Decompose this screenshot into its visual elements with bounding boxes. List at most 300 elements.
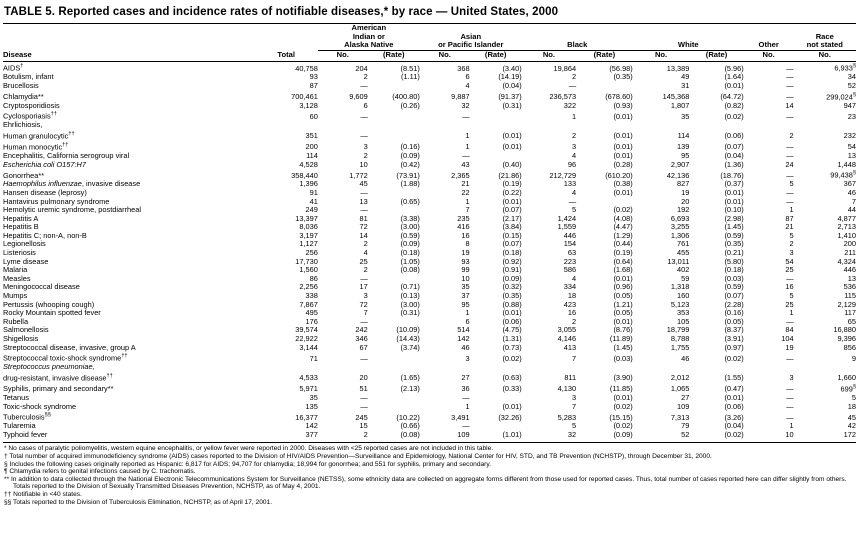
cell-black-no: 2 (571, 131, 577, 141)
footnote-marker: § (852, 91, 856, 98)
cell-notstated-no: 115 (844, 291, 856, 301)
cell-white-rate: (0.01) (724, 187, 744, 197)
cell-white-no: 1,065 (670, 384, 690, 394)
cell-black-no: 7 (571, 353, 577, 363)
cell-disease (3, 206, 254, 215)
cell-api-rate: (91.37) (498, 92, 522, 102)
cell-api-no: 22 (461, 187, 470, 197)
cell-api-no: 1 (465, 308, 470, 318)
cell-white-no: 139 (677, 142, 690, 152)
cell-ai-no: 72 (359, 222, 368, 232)
cell-api-rate: (4.75) (502, 325, 522, 335)
cell-total: 4,528 (299, 159, 318, 169)
cell-white-rate (689, 363, 743, 372)
cell-total: 35 (309, 392, 318, 402)
cell-total: 86 (309, 273, 318, 283)
cell-ai-rate (368, 110, 420, 121)
cell-other-no: — (786, 63, 794, 73)
cell-other-no: — (786, 384, 794, 394)
cell-disease (3, 73, 254, 82)
cell-white-no: 95 (681, 151, 690, 161)
cell-ai-no: 2 (363, 151, 368, 161)
cell-ai-rate: (3.74) (400, 342, 420, 352)
cell-ai-rate: (1.05) (400, 256, 420, 266)
cell-other-no: — (786, 111, 794, 121)
cell-black-rate: (11.85) (609, 384, 633, 394)
cell-api-no: 109 (457, 429, 470, 439)
cell-api-rate: (0.06) (502, 316, 522, 326)
cell-black-no: 2 (571, 316, 577, 326)
cell-ai-no: 7 (363, 308, 368, 318)
cell-ai-rate: (8.51) (400, 63, 420, 73)
cell-ai-no: — (360, 187, 368, 197)
cell-other-no: — (786, 170, 794, 180)
cell-disease (3, 130, 254, 141)
cell-disease (3, 258, 254, 267)
disease-name: Pertussis (whooping cough) (3, 299, 95, 309)
cell-notstated-no: 856 (843, 342, 856, 352)
cell-black-no: 96 (567, 159, 577, 169)
cell-black-rate (576, 121, 633, 130)
cell-disease (3, 372, 254, 383)
disease-name: AIDS (3, 63, 21, 73)
cell-total: 7,867 (299, 299, 318, 309)
cell-api-rate: (3.40) (502, 63, 522, 73)
cell-notstated-no: 367 (843, 179, 856, 189)
cell-white-rate: (0.04) (724, 421, 744, 431)
cell-ai-no: 346 (355, 334, 368, 343)
cell-api-rate: (0.22) (502, 187, 522, 197)
disease-name: Tularemia (3, 421, 36, 431)
disease-name: Rubella (3, 316, 29, 326)
cell-black-no: 5,283 (557, 412, 577, 422)
cell-ai-no: 13 (359, 196, 368, 206)
cell-api-no: 16 (461, 230, 470, 240)
cell-other-no: 3 (789, 373, 794, 383)
cell-total: 700,461 (291, 92, 318, 102)
cell-disease (3, 102, 254, 111)
cell-ai-rate: (14.43) (396, 334, 420, 343)
cell-api-rate: (0.09) (502, 273, 522, 283)
cell-ai-no: 9,609 (349, 92, 368, 102)
cell-ai-no: 17 (359, 282, 368, 292)
cell-black-rate: (678.60) (605, 92, 633, 102)
disease-name: Hepatitis B (3, 222, 39, 232)
cell-white-no: 3,255 (670, 222, 690, 232)
cell-black-rate: (0.35) (613, 72, 633, 82)
group-header-row (3, 24, 856, 51)
cell-disease (3, 121, 254, 130)
group-line-1: White (633, 41, 744, 51)
cell-white-no: 1,318 (670, 282, 690, 292)
disease-name: Typhoid fever (3, 429, 48, 439)
cell-white-rate: (64.72) (720, 92, 744, 102)
cell-white-rate: (0.01) (724, 196, 744, 206)
cell-api-no: 1 (465, 401, 470, 411)
disease-name: Streptococcal disease, invasive, group A (3, 342, 136, 352)
footnote-item: ** In addition to data collected through the National Electronic Telecommunications System for Surveillance (NETSS), some ethnicity data are collected on aggregate forms different from those used for reported cases. Thus, total number of cases reported here can differ slightly from others. Totals reported to the Division of Sexually Transmitted Diseases Prevention, NCHSTP, as of May 4, 2001. (4, 475, 847, 491)
cell-white-no: 2,012 (670, 373, 690, 383)
cell-disease (3, 283, 254, 292)
cell-ai-no: — (360, 205, 368, 215)
cell-white-rate: (3.26) (724, 412, 744, 422)
disease-name: Botulism, infant (3, 72, 54, 82)
cell-other-no: 14 (785, 100, 794, 110)
col-header-other-no: No. (762, 49, 775, 59)
cell-ai-rate (368, 82, 420, 91)
cell-other-no: 104 (781, 334, 794, 343)
cell-notstated-no: 46 (847, 187, 856, 197)
cell-ai-rate (368, 403, 420, 412)
cell-api-no (420, 363, 470, 372)
footnote-marker: § (852, 63, 856, 70)
footnote-item: ¶ Chlamydia refers to genital infections caused by C. trachomatis. (4, 468, 196, 476)
cell-disease (3, 82, 254, 91)
table-row (3, 363, 856, 372)
cell-ai-no: 2 (363, 239, 368, 249)
cell-api-rate: (0.07) (502, 205, 522, 215)
cell-api-no: — (462, 151, 470, 161)
cell-black-rate: (56.98) (609, 63, 633, 73)
cell-white-no: 1,306 (670, 230, 690, 240)
cell-notstated-no: 5 (851, 392, 856, 402)
cell-disease (3, 411, 254, 422)
cell-black-no: 223 (563, 256, 577, 266)
cell-white-no: 5,123 (670, 299, 690, 309)
cell-black-rate: (0.02) (613, 401, 633, 411)
cell-notstated-no: 2,129 (837, 299, 856, 309)
table-row (3, 130, 856, 141)
cell-ai-rate: (0.16) (400, 142, 420, 152)
disease-name: Malaria (3, 265, 28, 275)
cell-white-rate: (3.91) (724, 334, 744, 343)
cell-black-rate: (0.01) (613, 187, 633, 197)
cell-ai-no: 2 (363, 429, 368, 439)
cell-white-no: 160 (677, 291, 690, 301)
cell-other-no: 5 (789, 291, 794, 301)
cell-white-rate: (0.06) (724, 131, 744, 141)
cell-white-rate: (0.18) (724, 265, 744, 275)
cell-black-no: 322 (563, 100, 577, 110)
cell-total: 16,377 (295, 412, 318, 422)
table-row (3, 352, 856, 363)
cell-white-rate: (0.05) (724, 316, 744, 326)
cell-total: 8,036 (299, 222, 318, 232)
cell-notstated-no: 1,660 (837, 373, 856, 383)
cell-black-rate: (0.02) (613, 421, 633, 431)
cell-white-rate: (0.04) (724, 151, 744, 161)
cell-white-rate: (0.37) (724, 179, 744, 189)
cell-total: 1,127 (299, 239, 318, 249)
cell-white-no: 20 (681, 196, 690, 206)
cell-white-no: 59 (681, 273, 690, 283)
cell-black-rate: (1.68) (613, 265, 633, 275)
cell-ai-no: 204 (355, 63, 368, 73)
table-row (3, 82, 856, 91)
disease-name: Measles (3, 273, 31, 283)
cell-notstated-no: 4,324 (837, 256, 856, 266)
cell-white-no: 455 (677, 248, 690, 258)
cell-white-no (633, 363, 690, 372)
cell-api-no: 416 (457, 222, 470, 232)
cell-total: 1,396 (299, 179, 318, 189)
cell-other-no: — (786, 412, 794, 422)
footnotes (4, 445, 855, 506)
col-header-ai-rate: (Rate) (382, 49, 405, 59)
cell-api-no: 32 (461, 100, 470, 110)
cell-total: 249 (305, 205, 318, 215)
cell-api-rate: (0.92) (502, 256, 522, 266)
cell-black-no: 4 (571, 187, 577, 197)
cell-other-no: — (786, 196, 794, 206)
cell-total: 495 (305, 308, 318, 318)
group-header-asian-pacific (420, 24, 522, 51)
cell-white-rate: (0.82) (724, 100, 744, 110)
group-line-2: Indian or (352, 31, 385, 41)
cell-ai-no: 67 (359, 342, 368, 352)
cell-api-no: 46 (461, 342, 470, 352)
cell-notstated-no: 446 (843, 265, 856, 275)
cell-total: 91 (309, 187, 318, 197)
table-row (3, 403, 856, 412)
cell-notstated-no: 99,438§ (830, 170, 856, 180)
cell-ai-no: 51 (359, 384, 368, 394)
cell-notstated-no: 947 (843, 100, 856, 110)
cell-ai-rate (368, 363, 420, 372)
cell-black-no: — (568, 81, 577, 91)
cell-api-no: 19 (461, 248, 470, 258)
cell-total: 3,197 (299, 230, 318, 240)
col-header-api-no: No. (438, 49, 451, 59)
cell-notstated-no: 1,448 (837, 159, 856, 169)
cell-other-no: 2 (789, 239, 794, 249)
cell-api-no: 37 (461, 291, 470, 301)
cell-black-no: 1,424 (557, 213, 577, 223)
cell-api-no: 27 (461, 373, 470, 383)
cell-other-no: 1 (789, 308, 794, 318)
cell-white-no: 31 (681, 81, 690, 91)
cell-ai-no: — (360, 111, 368, 121)
cell-white-rate: (0.02) (724, 111, 744, 121)
cell-total: 87 (309, 81, 318, 91)
cell-api-rate: (0.31) (502, 100, 522, 110)
cell-other-no: 21 (785, 222, 794, 232)
cell-ai-rate: (1.88) (400, 179, 420, 189)
cell-ai-no: — (360, 401, 368, 411)
cell-white-rate: (0.06) (724, 401, 744, 411)
cell-black-no: 32 (567, 429, 577, 439)
cell-white-no: 114 (677, 131, 690, 141)
footnote-item: † Total number of acquired immunodeficiency syndrome (AIDS) cases reported to the Division of HIV/AIDS Prevention—Surveillance and Epidemiology, National Center for HIV, STD, and TB Prevention (NCHSTP), through December 31, 2000. (4, 453, 712, 460)
cell-other-no: 3 (789, 248, 794, 258)
footnote-marker: § (852, 383, 856, 390)
cell-total: 40,758 (295, 63, 318, 73)
cell-black-no: 3,055 (557, 325, 577, 335)
cell-api-rate: (1.01) (502, 429, 522, 439)
cell-ai-no: 14 (359, 230, 368, 240)
cell-notstated-no: 34 (847, 72, 856, 82)
cell-api-no: 10 (461, 273, 470, 283)
cell-total: 114 (306, 151, 318, 161)
cell-white-no: 7,313 (670, 412, 690, 422)
cell-black-rate: (0.01) (613, 142, 633, 152)
cell-white-rate (689, 121, 743, 130)
cell-ai-rate: (0.65) (400, 196, 420, 206)
cell-white-no: 145,368 (662, 92, 690, 102)
table-row (3, 161, 856, 170)
cell-white-no: 192 (677, 205, 690, 215)
cell-other-no: — (786, 353, 794, 363)
cell-white-rate: (0.97) (724, 342, 744, 352)
cell-other-no: — (786, 72, 794, 82)
footnote-marker: § (852, 170, 856, 177)
cell-other-no: 84 (785, 325, 794, 335)
cell-other-no: — (786, 273, 794, 283)
cell-white-rate: (0.07) (724, 291, 744, 301)
cell-black-no: 5 (571, 205, 577, 215)
footnote-marker: †† (62, 142, 69, 148)
cell-ai-rate: (1.65) (400, 373, 420, 383)
cell-total: 377 (305, 429, 318, 439)
cell-api-no: 99 (461, 265, 470, 275)
disease-name: Human monocytic (3, 142, 63, 152)
cell-ai-rate: (3.00) (400, 299, 420, 309)
cell-black-no: 63 (567, 248, 577, 258)
cell-total: 13,397 (295, 213, 318, 223)
cell-ai-rate: (0.13) (400, 291, 420, 301)
cell-api-no: 35 (461, 282, 470, 292)
cell-total: 256 (305, 248, 318, 258)
cell-notstated-no: 54 (847, 142, 856, 152)
group-line-1: Race (815, 31, 834, 41)
cell-white-rate: (0.35) (724, 239, 744, 249)
table-row (3, 121, 856, 130)
cell-black-rate: (0.09) (613, 429, 633, 439)
disease-name: Tetanus (3, 392, 29, 402)
cell-black-no: 212,729 (549, 170, 577, 180)
cell-api-no: 36 (461, 384, 470, 394)
cell-ai-no: 81 (359, 213, 368, 223)
cell-white-no: 1,755 (670, 342, 690, 352)
cell-white-no: 8,788 (670, 334, 690, 343)
cell-ai-rate: (0.18) (400, 248, 420, 258)
disease-name: Streptococcal toxic-shock syndrome (3, 353, 122, 363)
cell-notstated-no: 211 (844, 248, 856, 258)
cell-notstated-no: 45 (847, 412, 856, 422)
col-header-black-rate: (Rate) (593, 49, 616, 59)
cell-ai-rate: (0.31) (400, 308, 420, 318)
cell-disease (3, 326, 254, 335)
col-header-ai-no: No. (336, 49, 349, 59)
cell-notstated-no: 6,933§ (834, 63, 856, 73)
page-title: TABLE 5. Reported cases and incidence rates of notifiable diseases,* by race — United States, 2000 (4, 6, 559, 18)
cell-api-rate: (0.18) (502, 248, 522, 258)
cell-white-no: 27 (681, 392, 690, 402)
cell-api-no: 235 (457, 213, 470, 223)
cell-ai-no: — (360, 316, 368, 326)
cell-black-rate: (0.02) (613, 205, 633, 215)
col-header-white-no: No. (654, 49, 668, 59)
cell-notstated-no (794, 363, 856, 372)
cell-total: 351 (305, 131, 318, 141)
cell-total (254, 121, 317, 130)
cell-ai-no: 3 (363, 291, 368, 301)
group-header-american-indian (318, 24, 420, 51)
cell-api-rate: (0.01) (502, 131, 522, 141)
cell-black-no: 1,559 (557, 222, 577, 232)
cell-total: 358,440 (291, 170, 318, 180)
cell-api-rate: (0.32) (502, 282, 522, 292)
cell-ai-rate: (2.13) (400, 384, 420, 394)
cell-black-no: 236,573 (549, 92, 577, 102)
disease-name: drug-resistant, invasive disease (3, 373, 107, 383)
cell-other-no: — (786, 81, 794, 91)
cell-ai-rate (368, 121, 420, 130)
col-header-white-rate: (Rate) (705, 49, 728, 59)
cell-api-rate: (0.91) (502, 265, 522, 275)
cell-other-no: 5 (789, 179, 794, 189)
table-row (3, 110, 856, 121)
table-row (3, 431, 856, 440)
footnote-item: §§ Totals reported to the Division of Tuberculosis Elimination, NCHSTP, as of April 17, 2001. (4, 498, 273, 506)
footnote-marker: †† (106, 372, 113, 379)
cell-white-no: 19 (681, 187, 690, 197)
cell-other-no: — (786, 392, 794, 402)
cell-notstated-no: 18 (847, 401, 856, 411)
cell-api-no: 8 (465, 239, 470, 249)
cell-black-no (522, 363, 576, 372)
cell-white-rate: (18.76) (720, 170, 744, 180)
cell-api-rate: (0.01) (502, 308, 522, 318)
cell-api-no: 6 (465, 72, 470, 82)
cell-api-no: — (462, 111, 470, 121)
disease-name: Salmonellosis (3, 325, 49, 335)
cell-white-rate: (1.55) (724, 373, 744, 383)
cell-ai-rate: (10.09) (396, 325, 420, 335)
cell-other-no: 87 (785, 213, 794, 223)
cell-black-no: 334 (563, 282, 577, 292)
cell-ai-no: 25 (359, 256, 368, 266)
cell-api-no: 2,365 (451, 170, 470, 180)
cell-white-no: 402 (677, 265, 690, 275)
cell-other-no: 25 (785, 299, 794, 309)
cell-disease (3, 215, 254, 224)
cell-white-rate: (1.45) (724, 222, 744, 232)
disease-name: Escherichia coli O157:H7 (3, 159, 86, 169)
disease-name: Lyme disease (3, 256, 49, 266)
cell-black-no: 2 (571, 72, 577, 82)
disease-name: Toxic-shock syndrome (3, 401, 77, 411)
cell-ai-no: 45 (359, 179, 368, 189)
cell-notstated-no: 117 (844, 308, 856, 318)
cell-ai-no: 20 (359, 373, 368, 383)
cell-notstated-no: 23 (847, 111, 856, 121)
cell-api-rate: (21.86) (498, 170, 522, 180)
cell-total: 41 (309, 196, 318, 206)
cell-notstated-no: 200 (843, 239, 856, 249)
cell-ai-no: 3 (363, 142, 368, 152)
cell-disease (3, 431, 254, 440)
cell-ai-rate: (10.22) (396, 412, 420, 422)
group-header-black (522, 24, 633, 51)
cell-black-no: 586 (563, 265, 577, 275)
cell-api-rate: (0.40) (502, 159, 522, 169)
cell-black-rate: (0.01) (613, 273, 633, 283)
cell-white-no: 6,693 (670, 213, 690, 223)
cell-notstated-no: 2,713 (837, 222, 856, 232)
cell-white-rate: (5.80) (724, 256, 744, 266)
cell-total: 39,574 (295, 325, 318, 335)
